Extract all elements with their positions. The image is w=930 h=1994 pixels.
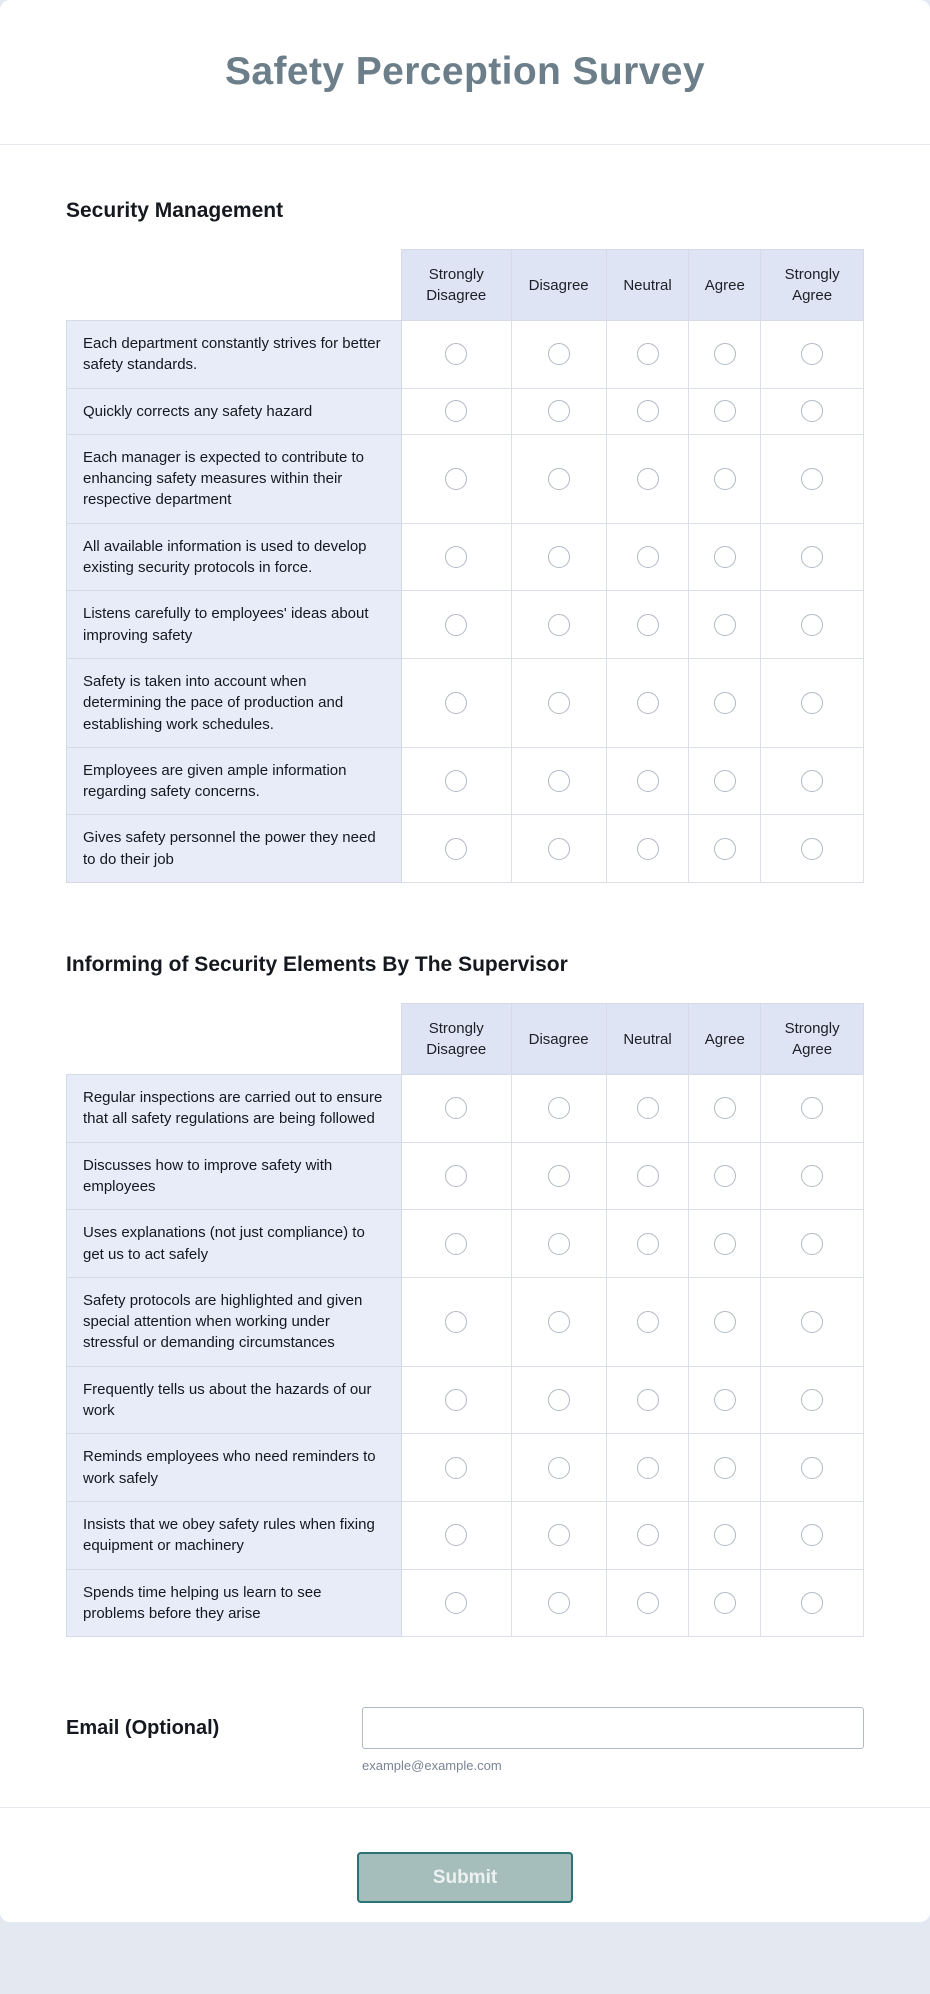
radio-option[interactable] bbox=[548, 1592, 570, 1614]
form-title: Safety Perception Survey bbox=[225, 50, 705, 93]
radio-option[interactable] bbox=[637, 692, 659, 714]
likert-table bbox=[66, 1003, 864, 1637]
radio-cell bbox=[689, 523, 761, 591]
table-row bbox=[67, 523, 864, 591]
radio-cell bbox=[606, 815, 689, 883]
radio-option[interactable] bbox=[801, 1097, 823, 1119]
radio-option[interactable] bbox=[714, 1311, 736, 1333]
radio-cell bbox=[401, 591, 511, 659]
email-field-group bbox=[66, 1707, 864, 1773]
radio-cell bbox=[689, 1366, 761, 1434]
radio-option[interactable] bbox=[548, 468, 570, 490]
radio-option[interactable] bbox=[548, 1165, 570, 1187]
radio-option[interactable] bbox=[714, 1524, 736, 1546]
radio-cell bbox=[606, 434, 689, 523]
radio-option[interactable] bbox=[801, 614, 823, 636]
table-body bbox=[67, 321, 864, 883]
question-label: Each department constantly strives for better safety standards. bbox=[67, 321, 402, 389]
radio-cell bbox=[761, 1210, 864, 1278]
radio-cell bbox=[606, 523, 689, 591]
radio-option[interactable] bbox=[637, 1524, 659, 1546]
radio-cell bbox=[401, 1277, 511, 1366]
radio-option[interactable] bbox=[445, 1592, 467, 1614]
question-label: All available information is used to develop existing security protocols in force. bbox=[67, 523, 402, 591]
radio-cell bbox=[761, 1366, 864, 1434]
radio-option[interactable] bbox=[548, 692, 570, 714]
radio-cell bbox=[761, 1277, 864, 1366]
radio-option[interactable] bbox=[637, 1165, 659, 1187]
radio-cell bbox=[689, 1434, 761, 1502]
radio-cell bbox=[511, 434, 606, 523]
question-label: Safety protocols are highlighted and given special attention when working under stressful or demanding circumstances bbox=[67, 1277, 402, 1366]
radio-option[interactable] bbox=[445, 1457, 467, 1479]
question-label: Quickly corrects any safety hazard bbox=[67, 388, 402, 434]
table-row bbox=[67, 591, 864, 659]
radio-option[interactable] bbox=[637, 546, 659, 568]
radio-cell bbox=[606, 1501, 689, 1569]
radio-option[interactable] bbox=[445, 1097, 467, 1119]
question-label: Frequently tells us about the hazards of our work bbox=[67, 1366, 402, 1434]
radio-option[interactable] bbox=[445, 770, 467, 792]
radio-cell bbox=[401, 815, 511, 883]
radio-option[interactable] bbox=[714, 546, 736, 568]
radio-option[interactable] bbox=[714, 1233, 736, 1255]
question-label: Discusses how to improve safety with employees bbox=[67, 1142, 402, 1210]
radio-cell bbox=[511, 1277, 606, 1366]
radio-cell bbox=[761, 1434, 864, 1502]
radio-cell bbox=[689, 591, 761, 659]
column-header: Agree bbox=[689, 1004, 761, 1075]
column-header: Strongly Agree bbox=[761, 250, 864, 321]
radio-cell bbox=[761, 815, 864, 883]
radio-cell bbox=[606, 1142, 689, 1210]
radio-cell bbox=[511, 815, 606, 883]
radio-option[interactable] bbox=[637, 468, 659, 490]
radio-option[interactable] bbox=[548, 1233, 570, 1255]
radio-option[interactable] bbox=[637, 343, 659, 365]
radio-option[interactable] bbox=[714, 343, 736, 365]
radio-option[interactable] bbox=[801, 1524, 823, 1546]
radio-option[interactable] bbox=[445, 546, 467, 568]
table-row bbox=[67, 1075, 864, 1143]
radio-option[interactable] bbox=[714, 1389, 736, 1411]
section-heading: Informing of Security Elements By The Supervisor bbox=[66, 953, 568, 977]
radio-cell bbox=[761, 1142, 864, 1210]
radio-cell bbox=[606, 1210, 689, 1278]
question-label: Employees are given ample information regarding safety concerns. bbox=[67, 747, 402, 815]
radio-cell bbox=[689, 658, 761, 747]
radio-cell bbox=[606, 388, 689, 434]
form-header bbox=[0, 0, 930, 144]
radio-option[interactable] bbox=[801, 1592, 823, 1614]
radio-option[interactable] bbox=[637, 1311, 659, 1333]
radio-option[interactable] bbox=[637, 838, 659, 860]
radio-option[interactable] bbox=[548, 1311, 570, 1333]
question-label: Reminds employees who need reminders to work safely bbox=[67, 1434, 402, 1502]
email-field bbox=[362, 1707, 864, 1773]
radio-option[interactable] bbox=[637, 1457, 659, 1479]
radio-cell bbox=[401, 1366, 511, 1434]
radio-cell bbox=[761, 434, 864, 523]
column-header: Neutral bbox=[606, 250, 689, 321]
radio-cell bbox=[511, 1569, 606, 1637]
radio-option[interactable] bbox=[801, 343, 823, 365]
radio-option[interactable] bbox=[801, 546, 823, 568]
table-row bbox=[67, 1277, 864, 1366]
radio-cell bbox=[401, 1210, 511, 1278]
column-header: Strongly Agree bbox=[761, 1004, 864, 1075]
radio-option[interactable] bbox=[548, 400, 570, 422]
radio-cell bbox=[689, 1501, 761, 1569]
radio-cell bbox=[401, 321, 511, 389]
radio-option[interactable] bbox=[801, 1457, 823, 1479]
radio-cell bbox=[606, 1277, 689, 1366]
radio-cell bbox=[689, 815, 761, 883]
radio-option[interactable] bbox=[548, 1097, 570, 1119]
submit-button[interactable]: Submit bbox=[357, 1852, 573, 1903]
table-row bbox=[67, 1142, 864, 1210]
radio-cell bbox=[761, 1569, 864, 1637]
radio-cell bbox=[401, 1434, 511, 1502]
corner-cell bbox=[67, 1004, 402, 1075]
email-input[interactable] bbox=[362, 1707, 864, 1749]
radio-cell bbox=[761, 321, 864, 389]
radio-cell bbox=[761, 1501, 864, 1569]
column-header: Agree bbox=[689, 250, 761, 321]
radio-cell bbox=[401, 1501, 511, 1569]
radio-cell bbox=[511, 523, 606, 591]
radio-option[interactable] bbox=[548, 343, 570, 365]
survey-section bbox=[66, 199, 864, 883]
radio-cell bbox=[401, 1075, 511, 1143]
radio-cell bbox=[401, 388, 511, 434]
question-label: Listens carefully to employees' ideas about improving safety bbox=[67, 591, 402, 659]
radio-option[interactable] bbox=[714, 692, 736, 714]
radio-option[interactable] bbox=[801, 692, 823, 714]
radio-cell bbox=[761, 523, 864, 591]
question-label: Insists that we obey safety rules when fixing equipment or machinery bbox=[67, 1501, 402, 1569]
radio-option[interactable] bbox=[801, 1165, 823, 1187]
radio-option[interactable] bbox=[714, 400, 736, 422]
radio-option[interactable] bbox=[548, 614, 570, 636]
radio-cell bbox=[511, 747, 606, 815]
sections-host bbox=[66, 199, 864, 1637]
header-row bbox=[67, 1004, 864, 1075]
radio-option[interactable] bbox=[714, 1165, 736, 1187]
radio-option[interactable] bbox=[445, 838, 467, 860]
radio-cell bbox=[511, 591, 606, 659]
question-label: Spends time helping us learn to see problems before they arise bbox=[67, 1569, 402, 1637]
table-body bbox=[67, 1075, 864, 1637]
radio-cell bbox=[761, 388, 864, 434]
submit-bar bbox=[0, 1808, 930, 1922]
radio-option[interactable] bbox=[637, 1592, 659, 1614]
radio-option[interactable] bbox=[445, 468, 467, 490]
column-header: Strongly Disagree bbox=[401, 1004, 511, 1075]
radio-cell bbox=[401, 1142, 511, 1210]
radio-cell bbox=[401, 523, 511, 591]
radio-cell bbox=[401, 658, 511, 747]
radio-cell bbox=[511, 1210, 606, 1278]
radio-cell bbox=[401, 434, 511, 523]
radio-cell bbox=[689, 1075, 761, 1143]
radio-cell bbox=[606, 658, 689, 747]
form-content bbox=[0, 145, 930, 1773]
corner-cell bbox=[67, 250, 402, 321]
table-row bbox=[67, 434, 864, 523]
radio-cell bbox=[689, 321, 761, 389]
email-sublabel: example@example.com bbox=[362, 1758, 502, 1774]
table-row bbox=[67, 658, 864, 747]
radio-option[interactable] bbox=[548, 838, 570, 860]
radio-option[interactable] bbox=[714, 1457, 736, 1479]
radio-cell bbox=[511, 321, 606, 389]
radio-option[interactable] bbox=[548, 546, 570, 568]
radio-option[interactable] bbox=[714, 770, 736, 792]
radio-option[interactable] bbox=[801, 1389, 823, 1411]
radio-cell bbox=[689, 1210, 761, 1278]
radio-cell bbox=[401, 747, 511, 815]
radio-option[interactable] bbox=[637, 770, 659, 792]
section-heading: Security Management bbox=[66, 199, 284, 222]
radio-cell bbox=[606, 1075, 689, 1143]
radio-option[interactable] bbox=[801, 838, 823, 860]
radio-cell bbox=[689, 388, 761, 434]
radio-cell bbox=[606, 1366, 689, 1434]
radio-cell bbox=[761, 658, 864, 747]
radio-option[interactable] bbox=[714, 614, 736, 636]
table-row bbox=[67, 1501, 864, 1569]
radio-cell bbox=[761, 591, 864, 659]
column-header: Disagree bbox=[511, 1004, 606, 1075]
radio-option[interactable] bbox=[714, 1592, 736, 1614]
radio-option[interactable] bbox=[637, 1097, 659, 1119]
radio-option[interactable] bbox=[445, 1311, 467, 1333]
radio-option[interactable] bbox=[445, 1165, 467, 1187]
radio-cell bbox=[511, 1075, 606, 1143]
email-label: Email (Optional) bbox=[66, 1717, 220, 1740]
radio-option[interactable] bbox=[714, 838, 736, 860]
radio-option[interactable] bbox=[445, 1389, 467, 1411]
radio-option[interactable] bbox=[445, 614, 467, 636]
radio-cell bbox=[511, 388, 606, 434]
question-label: Each manager is expected to contribute to enhancing safety measures within their respective department bbox=[67, 434, 402, 523]
radio-cell bbox=[511, 1366, 606, 1434]
radio-option[interactable] bbox=[548, 1457, 570, 1479]
table-row bbox=[67, 747, 864, 815]
radio-cell bbox=[761, 1075, 864, 1143]
radio-option[interactable] bbox=[548, 1524, 570, 1546]
radio-cell bbox=[511, 1142, 606, 1210]
radio-option[interactable] bbox=[637, 1233, 659, 1255]
radio-option[interactable] bbox=[801, 400, 823, 422]
radio-cell bbox=[606, 321, 689, 389]
radio-option[interactable] bbox=[445, 343, 467, 365]
radio-cell bbox=[511, 658, 606, 747]
table-row bbox=[67, 321, 864, 389]
survey-section bbox=[66, 953, 864, 1637]
radio-option[interactable] bbox=[714, 1097, 736, 1119]
question-label: Regular inspections are carried out to ensure that all safety regulations are being followed bbox=[67, 1075, 402, 1143]
radio-cell bbox=[401, 1569, 511, 1637]
radio-option[interactable] bbox=[445, 400, 467, 422]
radio-cell bbox=[689, 1142, 761, 1210]
radio-option[interactable] bbox=[548, 1389, 570, 1411]
table-row bbox=[67, 1434, 864, 1502]
radio-option[interactable] bbox=[445, 1233, 467, 1255]
radio-cell bbox=[511, 1501, 606, 1569]
question-label: Uses explanations (not just compliance) to get us to act safely bbox=[67, 1210, 402, 1278]
radio-cell bbox=[761, 747, 864, 815]
radio-option[interactable] bbox=[445, 1524, 467, 1546]
header-row bbox=[67, 250, 864, 321]
likert-table bbox=[66, 249, 864, 883]
radio-cell bbox=[606, 1569, 689, 1637]
radio-cell bbox=[606, 591, 689, 659]
radio-option[interactable] bbox=[637, 400, 659, 422]
table-row bbox=[67, 388, 864, 434]
radio-option[interactable] bbox=[548, 770, 570, 792]
table-row bbox=[67, 1569, 864, 1637]
radio-cell bbox=[689, 1569, 761, 1637]
radio-option[interactable] bbox=[637, 614, 659, 636]
table-row bbox=[67, 1210, 864, 1278]
table-row bbox=[67, 815, 864, 883]
question-label: Safety is taken into account when determining the pace of production and establishing work schedules. bbox=[67, 658, 402, 747]
column-header: Strongly Disagree bbox=[401, 250, 511, 321]
radio-option[interactable] bbox=[801, 1311, 823, 1333]
radio-cell bbox=[606, 1434, 689, 1502]
radio-cell bbox=[689, 1277, 761, 1366]
question-label: Gives safety personnel the power they need to do their job bbox=[67, 815, 402, 883]
radio-cell bbox=[689, 747, 761, 815]
column-header: Disagree bbox=[511, 250, 606, 321]
radio-option[interactable] bbox=[637, 1389, 659, 1411]
radio-cell bbox=[689, 434, 761, 523]
radio-option[interactable] bbox=[445, 692, 467, 714]
radio-option[interactable] bbox=[801, 1233, 823, 1255]
radio-option[interactable] bbox=[714, 468, 736, 490]
table-row bbox=[67, 1366, 864, 1434]
radio-cell bbox=[511, 1434, 606, 1502]
radio-option[interactable] bbox=[801, 468, 823, 490]
radio-option[interactable] bbox=[801, 770, 823, 792]
radio-cell bbox=[606, 747, 689, 815]
column-header: Neutral bbox=[606, 1004, 689, 1075]
